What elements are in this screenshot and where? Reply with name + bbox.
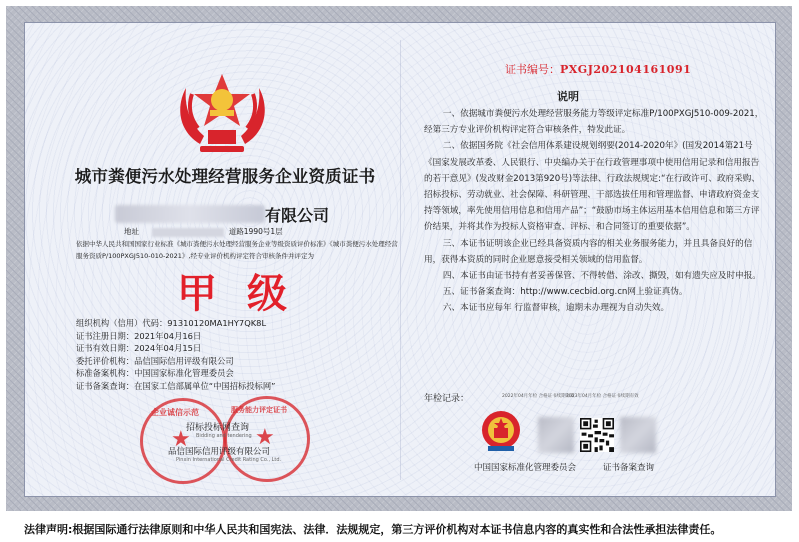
note-paragraph: 六、本证书应每年 行监督审核，逾期未办理视为自动失效。 (442, 303, 670, 314)
field-register-date: 证书注册日期：2021年04月16日 (76, 330, 202, 341)
company-suffix: 有限公司 (265, 206, 330, 225)
company-address (124, 226, 283, 237)
company-name (115, 203, 385, 225)
certificate-fields (76, 317, 396, 393)
field-valid-date: 证书有效日期：2024年04月15日 (76, 343, 202, 354)
certificate-number-label: 证书编号： (505, 63, 560, 76)
bidding-query-caption: 招标投标网查询 (186, 423, 250, 433)
seal-left (140, 398, 226, 484)
star-icon: ★ (171, 427, 191, 452)
record-query-label: 证书备案查询 (603, 463, 655, 473)
national-emblem-icon (480, 408, 522, 454)
redacted-qr-code (538, 417, 574, 453)
issuer-name: 品信国际信用评级有限公司 (168, 447, 271, 457)
seal-right-text: 服务能力评定证书 (231, 406, 287, 414)
note-paragraph: 三、本证书证明该企业已经具备资质内容的相关业务服务能力，并且具备良好的信用，获得本资质的同时企业愿意接受相关领域的信用监督。 (424, 238, 753, 265)
note-paragraph: 二、依据国务院《社会信用体系建设规划纲要(2014-2020年》(国发2014第21号《国家发展改革委、人民银行、中央编办关于在行政管理事项中使用信用记录和信用报告的若干意见》(发改财金2013第920号)等法律、行政法规规定:“在行政许可、政府采购、招标投标、劳动就业、社会保障、科研管理、干部选拔任用和管理监督、申请政府资金支持等领域，率先使用信用信息和信用产品”；“鼓励市场主体运用基本信用信息和第三方评价结果，并将其作为投标人资格审查、评标、和合同签订的重要依据”。 (424, 141, 760, 233)
certificate-number (505, 61, 691, 77)
field-standard-agency: 标准备案机构：中国国家标准化管理委员会 (76, 368, 234, 379)
notes-body (424, 106, 764, 317)
emblem-icon (170, 66, 275, 161)
notes-title: 说明 (557, 90, 579, 103)
field-agency: 委托评价机构：品信国际信用评级有限公司 (76, 355, 234, 366)
redacted-address (152, 228, 224, 237)
certificate-title: 城市粪便污水处理经营服务企业资质证书 (74, 167, 376, 186)
legal-statement-bar (0, 515, 799, 542)
field-org-code: 组织机构（信用）代码：91310120MA1HY7QK8L (76, 318, 267, 328)
qualification-grade: 甲级 (177, 271, 317, 317)
note-paragraph: 一、依据城市粪便污水处理经营服务能力等级评定标准P/100PXGJ510-009-2021，经第三方专业评价机构评定符合审核条件，特发此证。 (424, 109, 764, 136)
certification-basis: 依据中华人民共和国国家行业标准《城市粪便污水处理经营服务企业等级资质评价标准》《城市粪便污水处理经营服务资质P/100PXGJ510-010-2021》,经专业评价机构评定符合审核条件并评定为 (76, 240, 398, 260)
issuer-name-en: Pinxin International Credit Rating Co., Ltd. (176, 457, 282, 463)
redacted-qr-code (620, 417, 656, 453)
qr-code-icon (580, 418, 614, 452)
legal-statement: 法律声明:根据国际通行法律原则和中华人民共和国宪法、法律．法规规定，第三方评价机构对本证书信息内容的真实性和合法性承担法律责任。 (24, 523, 722, 536)
annual-inspection-label: 年检记录： (424, 394, 470, 404)
star-icon: ★ (255, 425, 275, 450)
bidding-query-sub: Bidding and tendering (196, 433, 252, 439)
redacted-company-name (115, 205, 265, 223)
seal-right (224, 396, 310, 482)
inspection-note-1: 2022年04月年检 合格证书续期有效 (502, 394, 575, 399)
certificate-number-value: PXGJ202104161091 (560, 63, 692, 76)
seal-left-text: 企业诚信示范 (151, 408, 199, 417)
note-paragraph: 四、本证书由证书持有者妥善保管、不得转借、涂改、撕毁，如有遗失应及时申报。 (442, 271, 761, 282)
note-paragraph: 五、证书备案查询：http://www.cecbid.org.cn网上验证真伪。 (442, 287, 688, 298)
standard-committee-label: 中国国家标准化管理委员会 (474, 463, 577, 473)
field-record-query: 证书备案查询：在国家工信部属单位“中国招标投标网” (76, 380, 276, 391)
address-suffix: 道路1990号1层 (228, 227, 283, 236)
inspection-note-2: 2023年04月年检 合格证书续期有效 (566, 394, 639, 399)
address-label: 地址 (124, 227, 139, 236)
